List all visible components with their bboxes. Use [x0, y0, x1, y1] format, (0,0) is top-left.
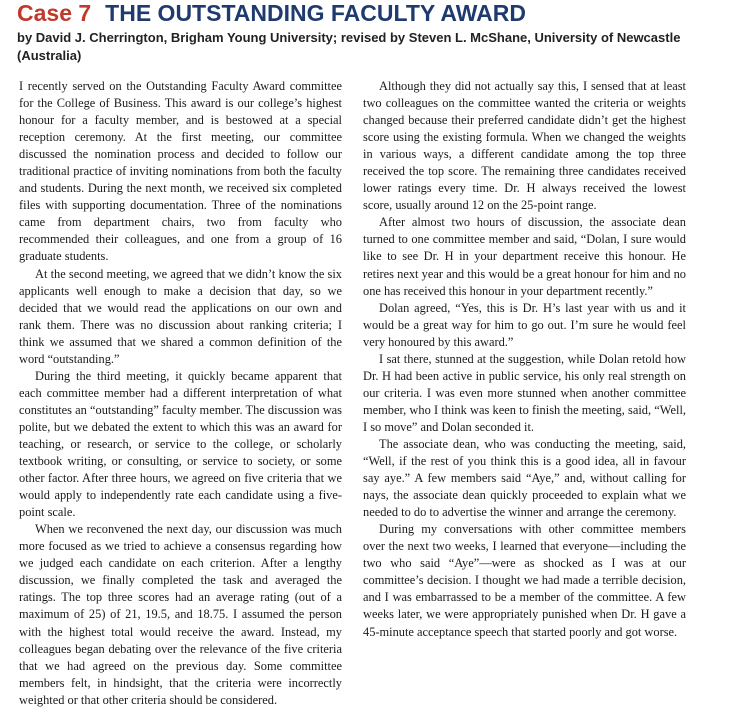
case-label: Case 7: [17, 0, 92, 26]
paragraph: Dolan agreed, “Yes, this is Dr. H’s last year with us and it would be a great way for him to go out. I’m sure he would feel very honoured by this award.”: [363, 300, 686, 349]
byline: by David J. Cherrington, Brigham Young University; revised by Steven L. McShane, University of Newcastle (Australia): [17, 30, 681, 63]
case-title: [17, 0, 727, 27]
paragraph: I recently served on the Outstanding Faculty Award committee for the College of Business. This award is our college’s highest honour for a faculty member, and is bestowed at a special reception ceremony. At the first meeting, our committee discussed the nomination process and decided to follow our traditional practice of inviting nominations from both the faculty and students. During the next month, we received six completed files with supporting documentation. Three of the nominations came from department chairs, two from faculty who recommended their colleagues, and one from a group of 16 graduate students.: [19, 79, 342, 264]
paragraph: When we reconvened the next day, our discussion was much more focused as we tried to achieve a consensus regarding how we judged each candidate on each criterion. After a lengthy discussion, we finally completed the task and averaged the ratings. The top three scores had an average rating (out of a maximum of 25) of 21, 19.5, and 18.75. I assumed the person with the highest total would receive the award. Instead, my colleagues began debating over the relevance of the five criteria that we had agreed on the previous day. Some committee members felt, in hindsight, that the criteria were incorrectly weighted or that other criteria should be considered.: [19, 522, 342, 707]
case-header: [17, 0, 727, 65]
paragraph: During my conversations with other committee members over the next two weeks, I learned that everyone—including the two who said “Aye”—were as shocked as I was at our committee’s decision. I thought we had made a terrible decision, and I was embarrassed to be a member of the committee. A few weeks later, we were appropriately punished when Dr. H gave a 45-minute acceptance speech that started poorly and got worse.: [363, 522, 686, 639]
paragraph: At the second meeting, we agreed that we didn’t know the six applicants well enough to make a decision that day, so we decided that we would read the applications on our own and rank them. There was no discussion about ranking criteria; I think we assumed that we shared a common definition of the word “outstanding.”: [19, 266, 342, 366]
paragraph: During the third meeting, it quickly became apparent that each committee member had a different interpretation of what constitutes an “outstanding” faculty member. The discussion was polite, but we debated the extent to which this was an award for teaching, or research, or service to the college, or scholarly textbook writing, or consulting, or service to society, or some other factor. After three hours, we agreed on five criteria that we would apply to independently rate each candidate using a five-point scale.: [19, 368, 342, 520]
right-column: [363, 78, 686, 641]
paragraph: Although they did not actually say this, I sensed that at least two colleagues on the committee wanted the criteria or weights changed because their preferred candidate didn’t get the highest score using the existing formula. When we changed the weights in various ways, a different candidate among the top three received the top score. The remaining three candidates received lower ratings every time. Dr. H always received the lowest score, usually around 12 on the 25-point range.: [363, 79, 686, 213]
paragraph: After almost two hours of discussion, the associate dean turned to one committee member and said, “Dolan, I sure would like to see Dr. H in your department receive this honour. He retires next year and this would be a great honour for him and no one has received this honour in your department recently.”: [363, 215, 686, 298]
paragraph: The associate dean, who was conducting the meeting, said, “Well, if the rest of you think this is a good idea, all in favour say aye.” A few members said “Aye,” and, without calling for nays, the associate dean quickly proceeded to explain what we needed to do to advertise the winner and arrange the ceremony.: [363, 436, 686, 520]
left-column: [19, 78, 342, 709]
case-title-text: THE OUTSTANDING FACULTY AWARD: [105, 0, 526, 26]
paragraph: I sat there, stunned at the suggestion, while Dolan retold how Dr. H had been active in public service, his only real strength on our criteria. I was even more stunned when another committee member, who I think was keen to finish the meeting, said, “Well, I so move” and Dolan seconded it.: [363, 351, 686, 434]
